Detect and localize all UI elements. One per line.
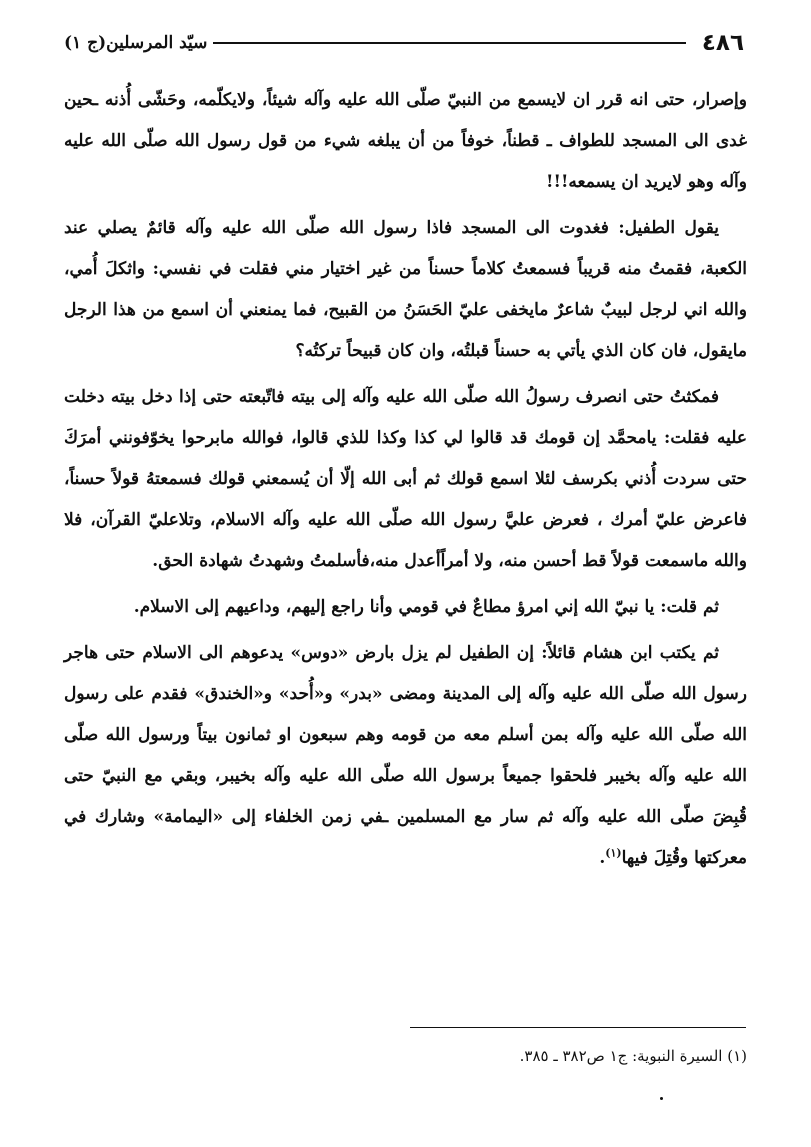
paragraph: يقول الطفيل: فغدوت الى المسجد فاذا رسول الله صلّى الله عليه وآله قائمٌ يصلي عند الكعبة، فقمتُ منه قريباً فسمعتُ كلاماً حسناً من غير اختيار مني فقلت في نفسي: واثكلَ أُمي، والله اني لرجل لبيبٌ شاعرٌ مايخفى عليّ الحَسَنُ من القبيح، فما يمنعني أن اسمع من هذا الرجل مايقول، فان كان الذي يأتي به حسناً قبلتُه، وان كان قبيحاً تركتُه؟ [64,218,747,361]
paragraph: فمكثتُ حتى انصرف رسولُ الله صلّى الله عليه وآله إلى بيته فاتّبعته حتى إذا دخل بيته دخلت عليه فقلت: يامحمَّد إن قومك قد قالوا لي كذا وكذا للذي قالوا، فوالله مابرحوا يخوّفونني أمرَكَ حتى سردت أُذني بكرسف لئلا اسمع قولك ثم أبى الله إلّا أن يُسمعني قولك فسمعتهُ قولاً حسناً، فاعرض عليّ أمرك ، فعرض عليَّ رسول الله صلّى الله عليه وآله الاسلام، وتلاعليّ القرآن، فلا والله ماسمعت قولاً قط أحسن منه، ولا أمراًأعدل منه،فأسلمتُ وشهدتُ شهادة الحق. [64,387,747,571]
paragraph-end-mark: . [599,848,606,868]
paragraph: ثم قلت: يا نبيّ الله إني امرؤ مطاعٌ في قومي وأنا راجع إليهم، وداعيهم إلى الاسلام. [133,597,719,617]
header-rule [213,42,685,44]
footnote-reference: (١) [605,846,622,860]
main-text [64,80,747,884]
paragraph-with-footnote [64,633,747,879]
page-header [64,28,744,58]
paragraph: وإصرار، حتى انه قرر ان لايسمع من النبيّ صلّى الله عليه وآله شيئاً، ولايكلّمه، وحَشّى أُذنه ـحين غدى الى المسجد للطواف ـ قطناً، خوفاً من أن يبلغه شيء من قول رسول الله صلّى الله عليه وآله وهو لايريد ان يسمعه!!! [64,90,747,192]
page-number: ٤٨٦ [701,30,744,56]
footnote-divider [410,1027,746,1028]
footnote: (١) السيرة النبوية: ج١ ص٣٨٢ ـ ٣٨٥. [519,1047,747,1065]
print-dot [660,1097,663,1100]
paragraph: ثم يكتب ابن هشام قائلاً: إن الطفيل لم يزل بارض «دوس» يدعوهم الى الاسلام حتى هاجر رسول الله صلّى الله عليه وآله إلى المدينة ومضى «بدر» و«أُحد» و«الخندق» فقدم على رسول الله صلّى الله عليه وآله بمن أسلم معه من قومه وهم سبعون او ثمانون بيتاً ورسول الله صلّى الله عليه وآله بخيبر فلحقوا جميعاً برسول الله صلّى الله عليه وآله بخيبر، وبقي مع النبيّ حتى قُبِضَ صلّى الله عليه وآله ثم سار مع المسلمين ـفي زمن الخلفاء إلى «اليمامة» وشارك في معركتها وقُتِلَ فيها [64,643,747,868]
running-title: سيّد المرسلين(ج ١) [64,33,208,53]
